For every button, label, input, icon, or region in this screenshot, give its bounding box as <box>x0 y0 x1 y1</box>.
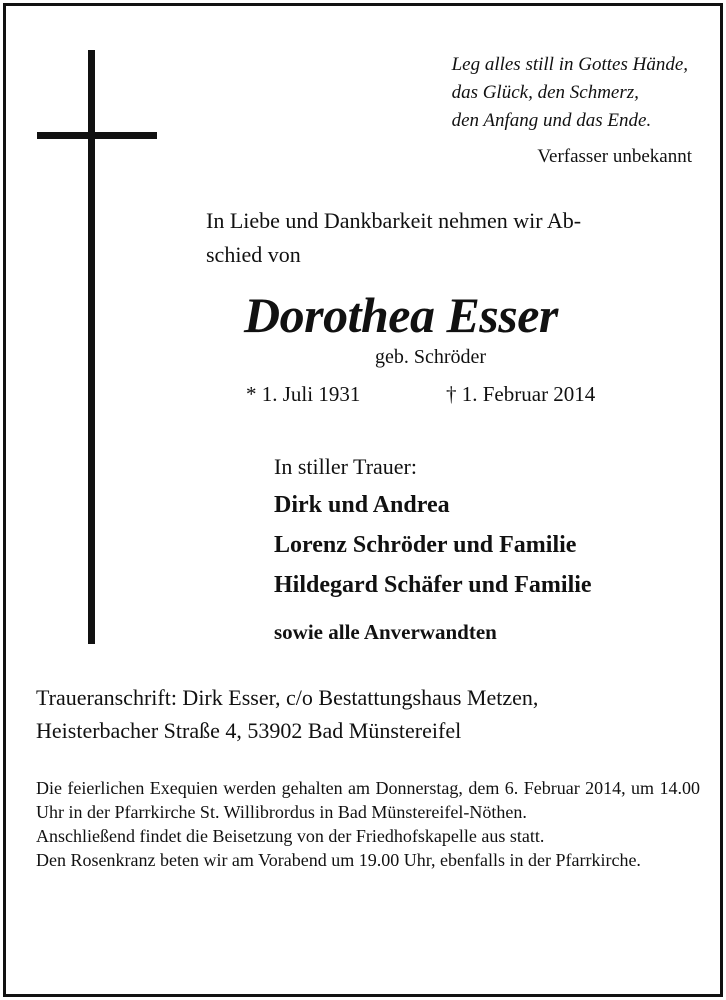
burial-paragraph: Anschließend findet die Beisetzung von der Friedhofskapelle aus statt. <box>36 826 545 846</box>
mourning-address: Traueranschrift: Dirk Esser, c/o Bestattungshaus Metzen, <box>36 685 539 710</box>
mourner-family: Hildegard Schäfer und Familie <box>274 572 592 598</box>
maiden-name: geb. Schröder <box>375 346 487 368</box>
cross-vertical-bar <box>88 50 95 644</box>
mourning-heading: In stiller Trauer: <box>274 454 417 479</box>
poem-line: das Glück, den Schmerz, <box>451 82 639 103</box>
poem <box>452 51 688 135</box>
mourning-address: Heisterbacher Straße 4, 53902 Bad Münstereifel <box>36 718 462 743</box>
intro-line: schied von <box>206 242 301 267</box>
cross-horizontal-bar <box>37 132 157 139</box>
intro-text <box>206 204 581 272</box>
poem-line: Leg alles still in Gottes Hände, <box>451 54 688 75</box>
mourner-family: Lorenz Schröder und Familie <box>274 532 577 558</box>
mourner-relatives: sowie alle Anverwandten <box>274 620 497 644</box>
mourner-family: Dirk und Andrea <box>274 492 450 518</box>
service-notice <box>36 776 700 872</box>
birth-date: * 1. Juli 1931 <box>246 382 361 406</box>
poem-author: Verfasser unbekannt <box>537 146 692 167</box>
intro-line: In Liebe und Dankbarkeit nehmen wir Ab- <box>206 208 582 233</box>
death-date: † 1. Februar 2014 <box>446 382 596 406</box>
poem-line: den Anfang und das Ende. <box>451 110 652 131</box>
deceased-name: Dorothea Esser <box>244 287 558 343</box>
rosary-paragraph: Den Rosenkranz beten wir am Vorabend um 19.00 Uhr, ebenfalls in der Pfarrkirche. <box>36 850 641 870</box>
service-paragraph: Die feierlichen Exequien werden gehalten am Donnerstag, dem 6. Februar 2014, um 14.00 Uhr in der Pfarrkirche St. Willibrordus in Bad Münstereifel-Nöthen. <box>36 778 700 822</box>
obituary-notice <box>3 3 723 997</box>
